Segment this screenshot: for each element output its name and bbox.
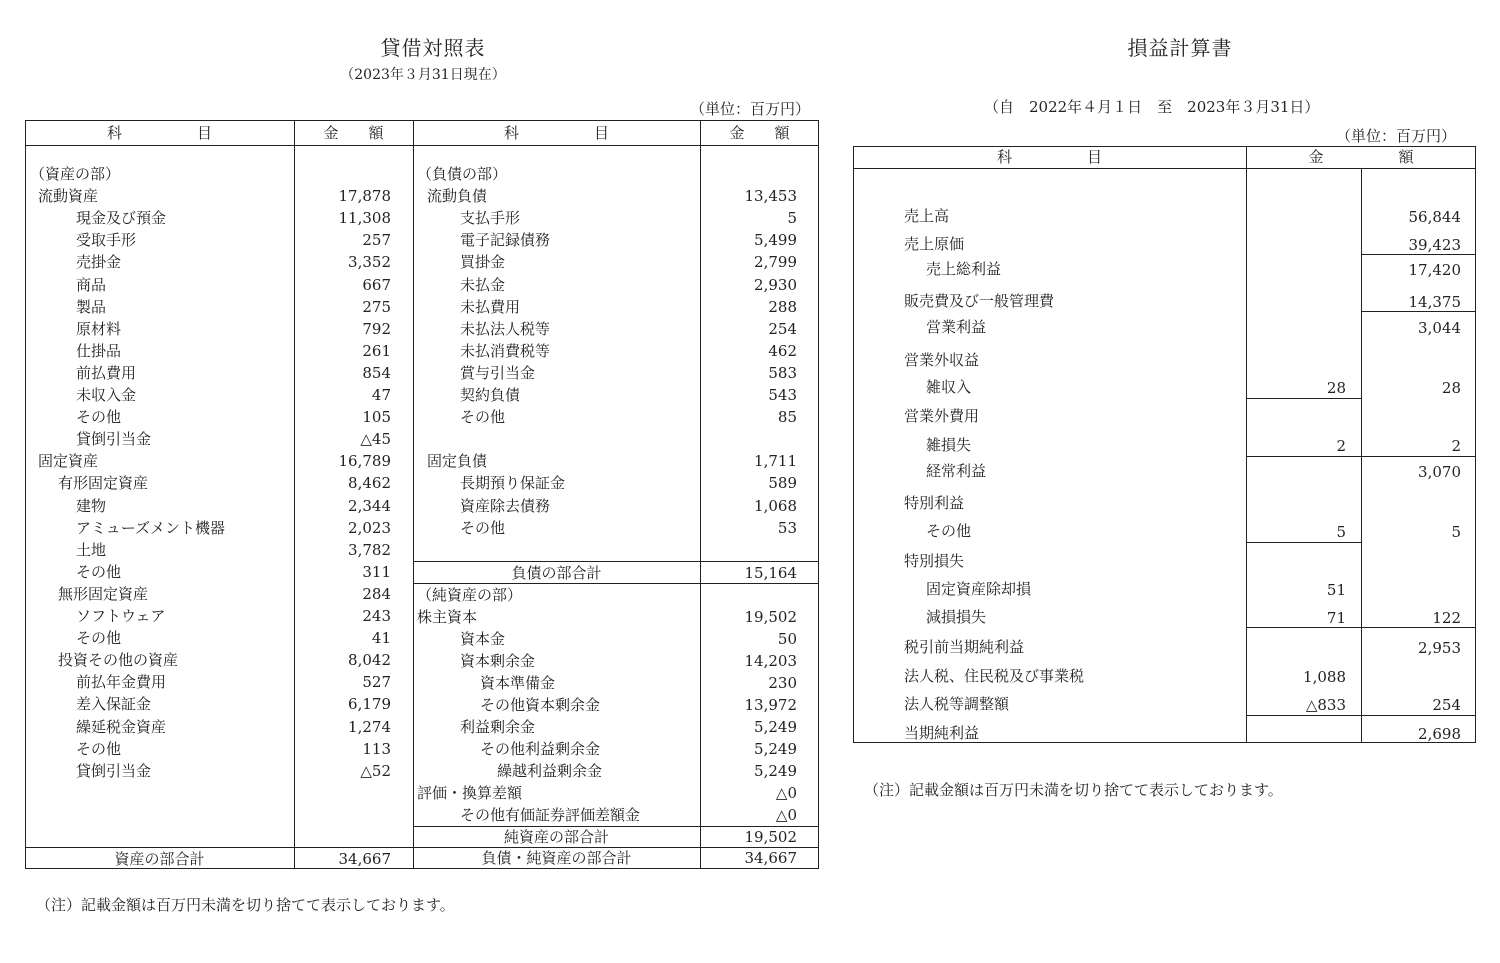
bs-equity-value: 5,249 xyxy=(754,740,797,758)
pl-row-label: 営業外収益 xyxy=(904,351,980,369)
bs-asset-value: 311 xyxy=(362,562,391,581)
bs-asset-value: 105 xyxy=(362,408,391,427)
bs-asset-label: 貸倒引当金 xyxy=(76,430,152,449)
pl-header-line xyxy=(853,168,1476,169)
bs-equity-label: 資本金 xyxy=(460,630,506,648)
bs-col-divider xyxy=(700,120,701,869)
bs-liability-value: 85 xyxy=(777,408,797,427)
bs-liability-label: 買掛金 xyxy=(460,253,506,272)
bs-header-item-left: 科 目 xyxy=(106,124,212,142)
bs-equity-total-label: 純資産の部合計 xyxy=(503,828,609,846)
pl-row-label: 特別利益 xyxy=(904,494,965,512)
pl-row-label: 特別損失 xyxy=(904,552,965,570)
bs-equity-label: その他資本剰余金 xyxy=(480,696,601,714)
bs-asset-label: 繰延税金資産 xyxy=(76,717,167,736)
bs-assets-total-value: 34,667 xyxy=(338,850,391,868)
pl-title: 損益計算書 xyxy=(1127,36,1233,60)
bs-asset-label: 前払費用 xyxy=(76,363,137,382)
pl-total-rule xyxy=(1361,311,1476,312)
pl-row-total: 56,844 xyxy=(1408,208,1461,226)
bs-equity-total-top xyxy=(413,826,819,827)
bs-asset-value: 17,878 xyxy=(338,187,391,206)
bs-liability-value: 2,930 xyxy=(754,275,797,294)
pl-row-total: 3,070 xyxy=(1418,463,1461,481)
bs-liability-label: 電子記録債務 xyxy=(460,231,551,250)
bs-asset-value: 41 xyxy=(371,629,391,648)
bs-header-item-right: 科 目 xyxy=(503,124,609,142)
bs-liab-total-bottom xyxy=(413,583,819,584)
pl-rule xyxy=(1246,456,1476,457)
pl-row-label: 当期純利益 xyxy=(904,724,980,742)
bs-liabilities-total-value: 15,164 xyxy=(744,564,797,582)
bs-asset-value: 854 xyxy=(362,363,391,382)
bs-asset-label: その他 xyxy=(76,629,122,648)
pl-total-rule xyxy=(1361,254,1476,255)
pl-row-total: 39,423 xyxy=(1408,236,1461,254)
bs-asset-label: ソフトウェア xyxy=(76,607,166,625)
pl-sub-rule xyxy=(1246,398,1361,399)
bs-liability-value: 2,799 xyxy=(754,253,797,272)
bs-title: 貸借対照表 xyxy=(380,36,486,60)
bs-liability-label: 賞与引当金 xyxy=(460,363,536,382)
bs-asset-label: 無形固定資産 xyxy=(58,584,149,603)
bs-equity-label: 株主資本 xyxy=(417,608,478,626)
bs-asset-value: 243 xyxy=(362,607,391,625)
bs-asset-value: 2,344 xyxy=(348,496,391,515)
bs-grand-total-label: 負債・純資産の部合計 xyxy=(481,849,632,867)
bs-header-amount-left: 金 額 xyxy=(323,124,384,142)
pl-row-total: 17,420 xyxy=(1408,261,1461,279)
bs-asset-label: 差入保証金 xyxy=(76,695,152,714)
pl-row-sub: 51 xyxy=(1326,581,1346,599)
bs-asset-value: 667 xyxy=(362,275,391,294)
bs-liab-total-top xyxy=(413,561,819,562)
bs-equity-label: 評価・換算差額 xyxy=(417,784,523,802)
pl-row-total: 2,953 xyxy=(1418,639,1461,657)
bs-liability-value: 5 xyxy=(787,209,797,228)
bs-equity-label: その他有価証券評価差額金 xyxy=(460,806,641,824)
bs-equity-value: 19,502 xyxy=(744,608,797,626)
bs-equity-label: 繰越利益剰余金 xyxy=(497,762,603,780)
bs-liability-value: 13,453 xyxy=(744,187,797,206)
bs-grand-total-value: 34,667 xyxy=(744,849,797,867)
bs-liability-value: 543 xyxy=(768,386,797,404)
pl-row-label: 売上総利益 xyxy=(926,260,1002,278)
bs-unit: （単位：百万円） xyxy=(690,100,811,118)
bs-liability-label: 未払金 xyxy=(460,275,506,294)
pl-col-divider xyxy=(1246,146,1247,743)
pl-sub-rule xyxy=(1246,542,1361,543)
pl-row-total: 3,044 xyxy=(1418,319,1461,337)
bs-liability-label: その他 xyxy=(460,408,506,427)
bs-asset-value: 11,308 xyxy=(338,209,391,228)
bs-asset-value: 47 xyxy=(371,386,391,404)
pl-period: （自 2022年４月１日 至 2023年３月31日） xyxy=(984,98,1320,116)
bs-asset-value: 257 xyxy=(362,231,391,250)
bs-liability-label: （負債の部） xyxy=(417,165,508,183)
bs-liability-value: 5,499 xyxy=(754,231,797,250)
pl-row-total: 14,375 xyxy=(1408,293,1461,311)
bs-asset-value: 3,782 xyxy=(348,540,391,559)
pl-row-label: 減損損失 xyxy=(926,608,987,626)
bs-equity-label: 資本準備金 xyxy=(480,674,556,692)
bs-liabilities-total-label: 負債の部合計 xyxy=(511,564,602,582)
bs-asset-value: 6,179 xyxy=(348,695,391,714)
bs-asset-value: 1,274 xyxy=(348,717,391,736)
bs-asset-label: 前払年金費用 xyxy=(76,673,167,692)
bs-liability-value: 254 xyxy=(768,319,797,338)
bs-asset-label: 仕掛品 xyxy=(76,341,122,360)
bs-asset-label: 現金及び預金 xyxy=(76,209,167,228)
bs-asset-value: 8,462 xyxy=(348,474,391,493)
pl-header-item: 科 目 xyxy=(996,148,1102,166)
bs-header-amount-right: 金 額 xyxy=(729,124,790,142)
bs-grand-total-top xyxy=(25,847,819,848)
bs-equity-label: 資本剰余金 xyxy=(460,652,536,670)
bs-liability-value: 288 xyxy=(768,297,797,316)
bs-liability-label: 流動負債 xyxy=(427,187,488,206)
bs-equity-value: 5,249 xyxy=(754,718,797,736)
bs-liability-value: 583 xyxy=(768,363,797,382)
bs-liability-label: 契約負債 xyxy=(460,386,521,404)
pl-row-label: 税引前当期純利益 xyxy=(904,638,1025,656)
bs-equity-value: △0 xyxy=(775,806,797,824)
bs-asset-value: 284 xyxy=(362,584,391,603)
bs-asset-label: その他 xyxy=(76,739,122,758)
bs-liability-value: 53 xyxy=(777,518,797,537)
bs-asset-label: 受取手形 xyxy=(76,231,137,250)
bs-asset-value: 792 xyxy=(362,319,391,338)
bs-liability-label: 未払費用 xyxy=(460,297,521,316)
pl-note: （注）記載金額は百万円未満を切り捨てて表示しております。 xyxy=(864,781,1283,799)
bs-asset-label: 投資その他の資産 xyxy=(58,651,179,670)
bs-liability-label: 未払法人税等 xyxy=(460,319,551,338)
pl-row-total: 254 xyxy=(1432,696,1461,714)
bs-equity-value: 14,203 xyxy=(744,652,797,670)
pl-row-label: 雑収入 xyxy=(926,378,972,396)
pl-row-total: 122 xyxy=(1432,609,1461,627)
bs-liability-value: 1,068 xyxy=(754,496,797,515)
bs-equity-label: 利益剰余金 xyxy=(460,718,536,736)
pl-row-label: 売上高 xyxy=(904,207,950,225)
pl-row-label: 経常利益 xyxy=(926,462,987,480)
bs-asset-value: 3,352 xyxy=(348,253,391,272)
bs-asset-label: 有形固定資産 xyxy=(58,474,149,493)
bs-equity-value: 50 xyxy=(777,630,797,648)
bs-equity-total-value: 19,502 xyxy=(744,828,797,846)
bs-liability-label: 未払消費税等 xyxy=(460,341,551,360)
pl-row-sub: 5 xyxy=(1336,523,1346,541)
bs-liability-value: 1,711 xyxy=(754,452,797,471)
pl-row-sub: 2 xyxy=(1336,437,1346,455)
bs-asset-value: 275 xyxy=(362,297,391,316)
bs-asset-label: （資産の部） xyxy=(30,165,121,183)
bs-col-divider xyxy=(294,120,295,869)
bs-liability-value: 462 xyxy=(768,341,797,360)
bs-asset-label: 固定資産 xyxy=(38,452,99,471)
bs-liability-label: 長期預り保証金 xyxy=(460,474,566,493)
bs-equity-value: △0 xyxy=(775,784,797,802)
pl-rule xyxy=(1246,627,1476,628)
pl-row-sub: 28 xyxy=(1326,379,1346,397)
bs-note: （注）記載金額は百万円未満を切り捨てて表示しております。 xyxy=(36,896,455,914)
bs-asset-value: △52 xyxy=(360,761,391,780)
bs-asset-value: 261 xyxy=(362,341,391,360)
bs-asset-label: アミューズメント機器 xyxy=(76,518,225,537)
pl-row-sub: 71 xyxy=(1326,609,1346,627)
bs-asset-value: △45 xyxy=(360,430,391,449)
pl-row-total: 5 xyxy=(1451,523,1461,541)
pl-header-amount: 金 額 xyxy=(1308,148,1414,166)
bs-asset-value: 2,023 xyxy=(348,518,391,537)
bs-asset-label: 貸倒引当金 xyxy=(76,761,152,780)
bs-asset-label: 製品 xyxy=(76,297,107,316)
pl-row-label: 法人税等調整額 xyxy=(904,695,1010,713)
bs-equity-value: 13,972 xyxy=(744,696,797,714)
bs-equity-value: 5,249 xyxy=(754,762,797,780)
pl-row-total: 2 xyxy=(1451,437,1461,455)
pl-row-label: その他 xyxy=(926,522,972,540)
pl-row-label: 営業利益 xyxy=(926,318,987,336)
bs-asset-label: 土地 xyxy=(76,540,107,559)
pl-row-total: 2,698 xyxy=(1418,725,1461,743)
bs-equity-label: （純資産の部） xyxy=(417,586,523,604)
bs-liability-label: 固定負債 xyxy=(427,452,488,471)
bs-asset-label: 未収入金 xyxy=(76,386,137,404)
pl-unit: （単位：百万円） xyxy=(1336,127,1457,145)
pl-row-sub: 1,088 xyxy=(1303,668,1346,686)
bs-assets-total-label: 資産の部合計 xyxy=(114,850,205,868)
bs-col-divider xyxy=(413,120,414,869)
bs-equity-value: 230 xyxy=(768,674,797,692)
bs-equity-label: その他利益剰余金 xyxy=(480,740,601,758)
bs-asset-value: 113 xyxy=(362,739,391,758)
pl-row-label: 売上原価 xyxy=(904,235,965,253)
bs-asset-value: 16,789 xyxy=(338,452,391,471)
bs-date: （2023年３月31日現在） xyxy=(340,67,506,83)
pl-row-label: 法人税、住民税及び事業税 xyxy=(904,667,1085,685)
bs-asset-label: 流動資産 xyxy=(38,187,99,206)
pl-rule xyxy=(1246,715,1476,716)
bs-asset-label: 商品 xyxy=(76,275,107,294)
bs-header-line xyxy=(25,145,819,146)
bs-asset-label: 原材料 xyxy=(76,319,122,338)
bs-asset-value: 8,042 xyxy=(348,651,391,670)
bs-asset-label: 建物 xyxy=(76,496,107,515)
bs-liability-label: その他 xyxy=(460,518,506,537)
bs-liability-label: 支払手形 xyxy=(460,209,521,228)
pl-row-label: 営業外費用 xyxy=(904,407,980,425)
pl-row-label: 固定資産除却損 xyxy=(926,580,1032,598)
bs-asset-label: その他 xyxy=(76,408,122,427)
pl-row-label: 販売費及び一般管理費 xyxy=(904,292,1055,310)
bs-liability-value: 589 xyxy=(768,474,797,493)
pl-row-total: 28 xyxy=(1441,379,1461,397)
bs-liability-label: 資産除去債務 xyxy=(460,496,551,515)
pl-row-sub: △833 xyxy=(1305,696,1346,714)
bs-asset-label: 売掛金 xyxy=(76,253,122,272)
bs-asset-value: 527 xyxy=(362,673,391,692)
bs-asset-label: その他 xyxy=(76,562,122,581)
pl-row-label: 雑損失 xyxy=(926,436,972,454)
